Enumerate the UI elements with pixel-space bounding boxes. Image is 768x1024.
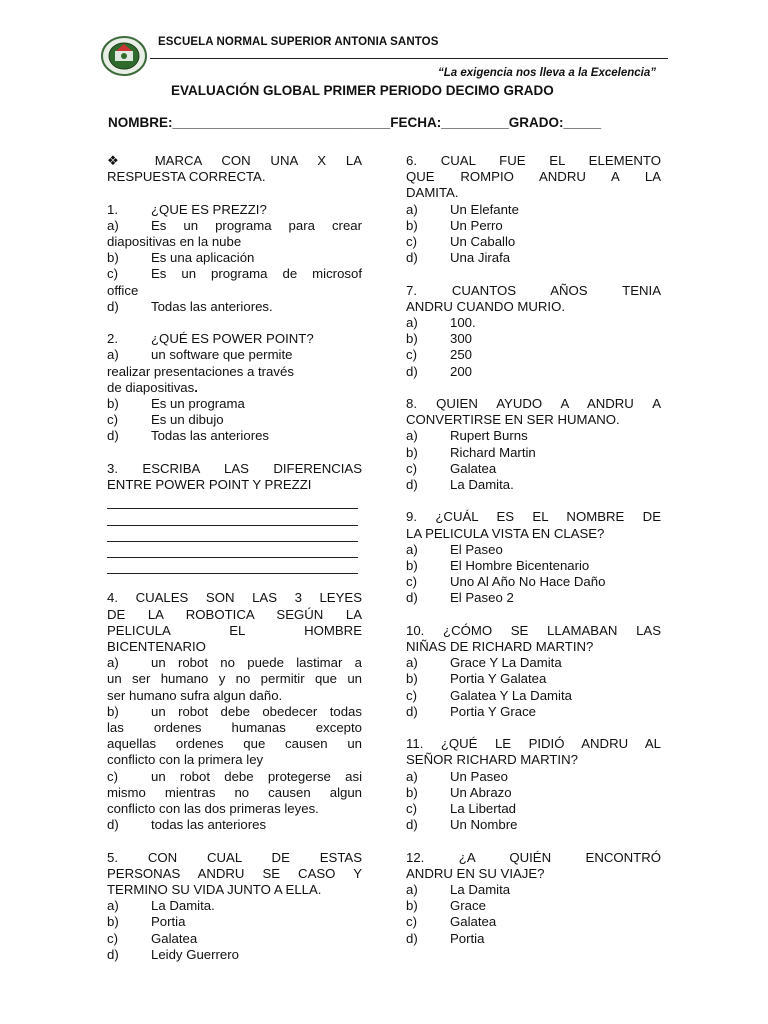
option-b[interactable]: El Hombre Bicentenario xyxy=(450,558,590,574)
option-d[interactable]: Una Jirafa xyxy=(450,250,511,266)
option-a[interactable]: La Damita xyxy=(450,882,511,898)
question-1: 1. ¿QUE ES PREZZI? a) Es un programa para crear diapositivas en la nube b) Es una aplicación c) Es un programa de microsof office d) Todas las anteriores. xyxy=(107,201,362,314)
option-c[interactable]: Es un dibujo xyxy=(151,412,224,428)
option-a[interactable]: Grace Y La Damita xyxy=(450,655,562,671)
option-a[interactable]: El Paseo xyxy=(450,541,503,557)
option-c[interactable]: Es un programa de microsof xyxy=(151,266,362,282)
option-a[interactable]: Rupert Burns xyxy=(450,428,528,444)
header-divider xyxy=(150,58,668,59)
option-d[interactable]: Un Nombre xyxy=(450,817,518,833)
question-12: 12. ¿A QUIÉN ENCONTRÓ ANDRU EN SU VIAJE? a) La Damita b) Grace c) Galatea d) Portia xyxy=(406,849,661,946)
option-d[interactable]: Todas las anteriores. xyxy=(151,298,273,314)
option-a[interactable]: La Damita. xyxy=(151,898,215,914)
exam-title: EVALUACIÓN GLOBAL PRIMER PERIODO DECIMO GRADO xyxy=(171,83,554,98)
question-text: 7. CUANTOS AÑOS TENIA xyxy=(406,282,661,298)
answer-blank-line[interactable] xyxy=(107,542,358,558)
instruction-line: RESPUESTA CORRECTA. xyxy=(107,169,266,185)
student-info-line: NOMBRE:_____________________________FECHA:_________GRADO:_____ xyxy=(108,115,602,130)
option-c[interactable]: Uno Al Año No Hace Daño xyxy=(450,574,606,590)
option-d[interactable]: Portia xyxy=(450,930,485,946)
option-d[interactable]: 200 xyxy=(450,363,473,379)
option-b[interactable]: Richard Martin xyxy=(450,444,536,460)
option-a[interactable]: Un Paseo xyxy=(450,768,508,784)
left-column xyxy=(107,153,362,963)
school-name: ESCUELA NORMAL SUPERIOR ANTONIA SANTOS xyxy=(158,36,439,48)
question-3: 3. ESCRIBA LAS DIFERENCIAS ENTRE POWER POINT Y PREZZI xyxy=(107,461,362,574)
option-d[interactable]: El Paseo 2 xyxy=(450,590,514,606)
question-4: 4. CUALES SON LAS 3 LEYES DE LA ROBOTICA SEGÚN LA PELICULA EL HOMBRE BICENTENARIO a) un robot no puede lastimar a un ser humano y no permitir que un ser humano sufra algun daño. b) un robot debe obedecer todas las ordenes humanas excepto aquellas ordenes que causen un conflicto con la primera ley c) un robot debe protegerse asi mismo mientras no causen algun conflicto con las dos primeras leyes. d) todas las anteriores xyxy=(107,590,362,833)
option-a[interactable]: un robot no puede lastimar a xyxy=(151,655,362,671)
option-b[interactable]: Es un programa xyxy=(151,396,245,412)
question-11: 11. ¿QUÉ LE PIDIÓ ANDRU AL SEÑOR RICHARD MARTIN? a) Un Paseo b) Un Abrazo c) La Libertad d) Un Nombre xyxy=(406,736,661,833)
question-text: 9. ¿CUÁL ES EL NOMBRE DE xyxy=(406,509,661,525)
option-b[interactable]: 300 xyxy=(450,331,473,347)
option-c[interactable]: Galatea xyxy=(151,930,198,946)
option-c[interactable]: un robot debe protegerse asi xyxy=(151,768,362,784)
question-text: 5. CON CUAL DE ESTAS xyxy=(107,849,362,865)
option-a[interactable]: un software que permite xyxy=(151,347,293,363)
option-d[interactable]: La Damita. xyxy=(450,477,514,493)
question-text: 3. ESCRIBA LAS DIFERENCIAS xyxy=(107,460,362,476)
option-d[interactable]: Leidy Guerrero xyxy=(151,946,239,962)
question-text: 11. ¿QUÉ LE PIDIÓ ANDRU AL xyxy=(406,736,661,752)
question-text: 12. ¿A QUIÉN ENCONTRÓ xyxy=(406,849,661,865)
option-c[interactable]: Galatea xyxy=(450,460,497,476)
answer-blank-line[interactable] xyxy=(107,509,358,525)
option-d[interactable]: Portia Y Grace xyxy=(450,703,537,719)
option-b[interactable]: un robot debe obedecer todas xyxy=(151,703,362,719)
question-9: 9. ¿CUÁL ES EL NOMBRE DE LA PELICULA VISTA EN CLASE? a) El Paseo b) El Hombre Bicentenario c) Uno Al Año No Hace Daño d) El Paseo 2 xyxy=(406,509,661,606)
option-c[interactable]: Galatea xyxy=(450,914,497,930)
question-text: 4. CUALES SON LAS 3 LEYES xyxy=(107,590,362,606)
question-10: 10. ¿CÓMO SE LLAMABAN LAS NIÑAS DE RICHARD MARTIN? a) Grace Y La Damita b) Portia Y Galatea c) Galatea Y La Damita d) Portia Y Grace xyxy=(406,622,661,719)
option-a[interactable]: Un Elefante xyxy=(450,201,519,217)
option-b[interactable]: Portia Y Galatea xyxy=(450,671,547,687)
option-b[interactable]: Un Perro xyxy=(450,217,503,233)
option-c[interactable]: 250 xyxy=(450,347,473,363)
question-text: ¿QUÉ ES POWER POINT? xyxy=(151,331,314,347)
option-b[interactable]: Grace xyxy=(450,898,486,914)
option-c[interactable]: Un Caballo xyxy=(450,234,516,250)
right-column xyxy=(406,153,661,947)
answer-blank-line[interactable] xyxy=(107,493,358,509)
answer-blank-line[interactable] xyxy=(107,526,358,542)
option-b[interactable]: Portia xyxy=(151,914,186,930)
option-d[interactable]: Todas las anteriores xyxy=(151,428,270,444)
option-c[interactable]: La Libertad xyxy=(450,801,516,817)
school-motto: “La exigencia nos lleva a la Excelencia” xyxy=(438,67,656,79)
instruction-line: ❖ MARCA CON UNA X LA xyxy=(107,153,362,168)
option-a[interactable]: 100. xyxy=(450,315,476,331)
question-8: 8. QUIEN AYUDO A ANDRU A CONVERTIRSE EN SER HUMANO. a) Rupert Burns b) Richard Martin c) Galatea d) La Damita. xyxy=(406,396,661,493)
question-7: 7. CUANTOS AÑOS TENIA ANDRU CUANDO MURIO. a) 100. b) 300 c) 250 d) 200 xyxy=(406,282,661,379)
option-a[interactable]: Es un programa para crear xyxy=(151,217,362,233)
question-text: 10. ¿CÓMO SE LLAMABAN LAS xyxy=(406,622,661,638)
answer-blank-line[interactable] xyxy=(107,558,358,574)
option-b[interactable]: Es una aplicación xyxy=(151,250,255,266)
option-b[interactable]: Un Abrazo xyxy=(450,784,512,800)
option-d[interactable]: todas las anteriores xyxy=(151,817,267,833)
question-6: 6. CUAL FUE EL ELEMENTO QUE ROMPIO ANDRU A LA DAMITA. a) Un Elefante b) Un Perro c) Un Caballo d) Una Jirafa xyxy=(406,153,661,266)
question-text: ¿QUE ES PREZZI? xyxy=(151,201,267,217)
school-crest-logo xyxy=(101,36,147,76)
option-c[interactable]: Galatea Y La Damita xyxy=(450,687,572,703)
question-2: 2. ¿QUÉ ES POWER POINT? a) un software que permite realizar presentaciones a través de diapositivas. b) Es un programa c) Es un dibujo d) Todas las anteriores xyxy=(107,331,314,444)
question-5: 5. CON CUAL DE ESTAS PERSONAS ANDRU SE CASO Y TERMINO SU VIDA JUNTO A ELLA. a) La Damita. b) Portia c) Galatea d) Leidy Guerrero xyxy=(107,849,362,962)
question-text: 8. QUIEN AYUDO A ANDRU A xyxy=(406,396,661,412)
question-text: 6. CUAL FUE EL ELEMENTO xyxy=(406,153,661,168)
